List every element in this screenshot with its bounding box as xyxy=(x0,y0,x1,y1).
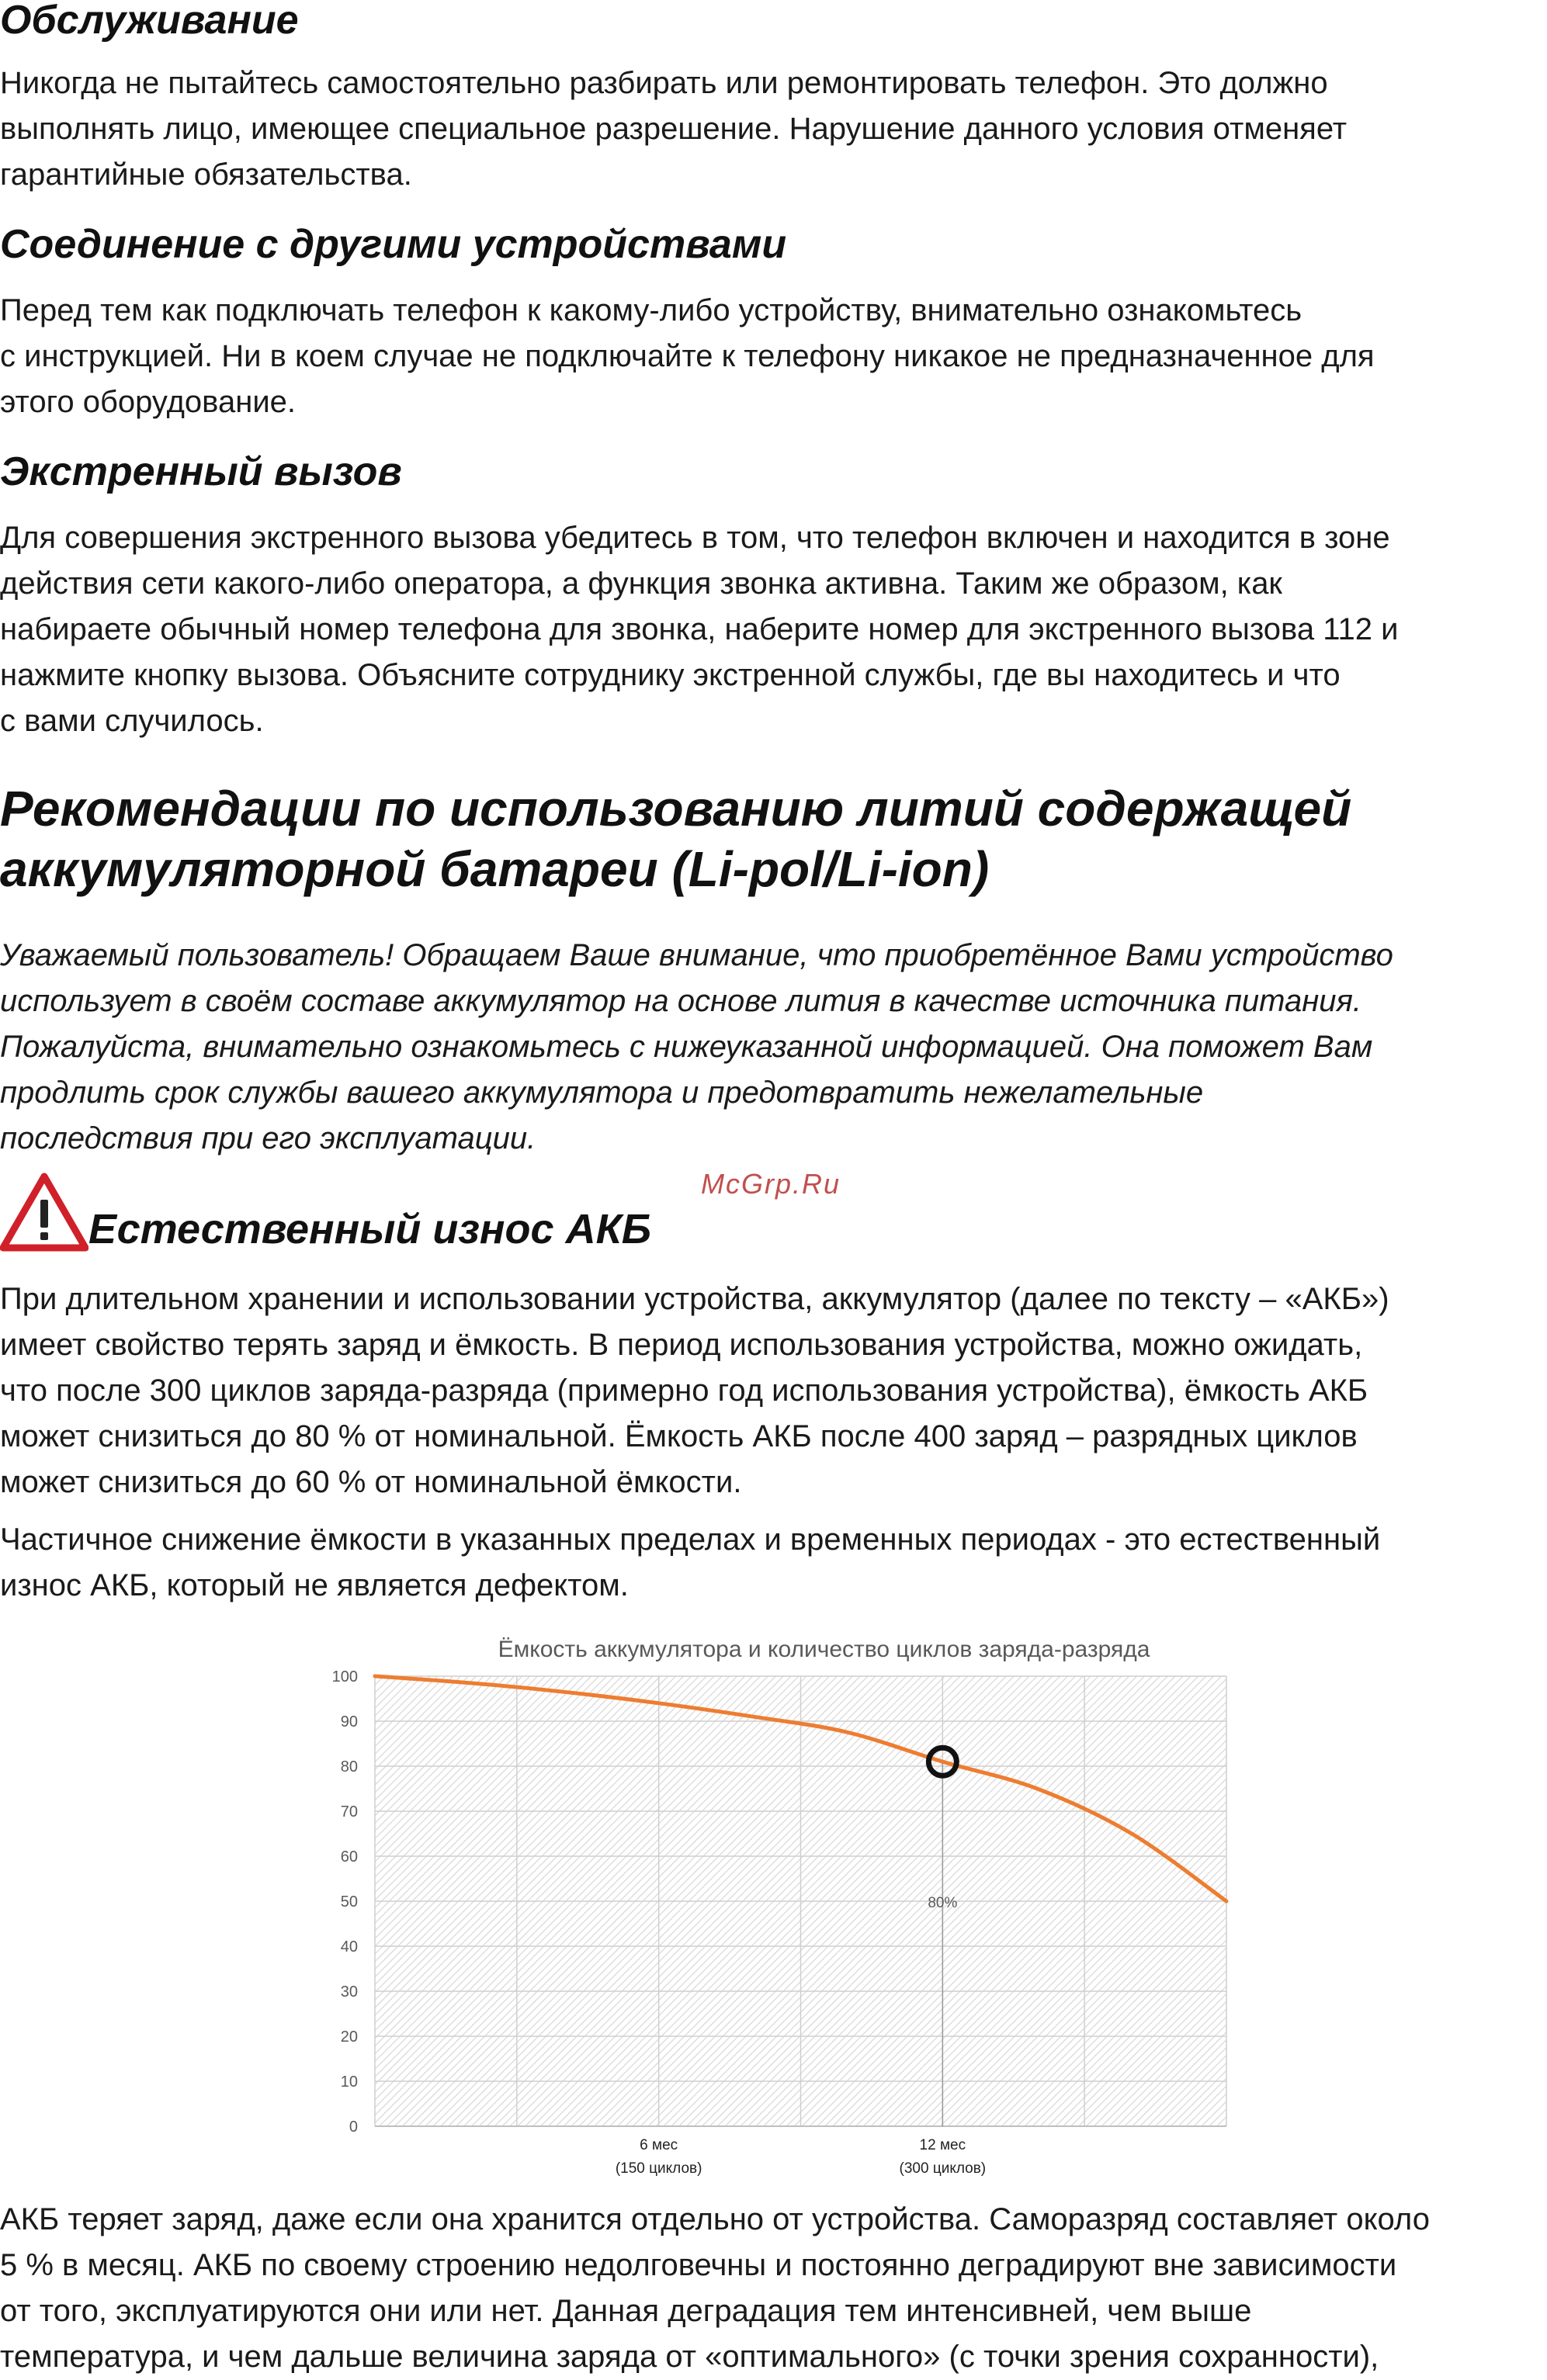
battery-intro-paragraph xyxy=(0,933,1393,1162)
y-tick-label: 20 xyxy=(340,2028,358,2046)
text-line: износ АКБ, который не является дефектом. xyxy=(0,1568,629,1602)
text-line: имеет свойство терять заряд и ёмкость. В период использования устройства, можно ожидать, xyxy=(0,1328,1363,1362)
text-line: Пожалуйста, внимательно ознакомьтесь с нижеуказанной информацией. Она поможет Вам xyxy=(0,1030,1373,1064)
text-line: с вами случилось. xyxy=(0,704,264,738)
watermark-text: McGrp.Ru xyxy=(701,1168,841,1200)
text-line: Никогда не пытайтесь самостоятельно разбирать или ремонтировать телефон. Это должно xyxy=(0,66,1328,100)
text-line: что после 300 циклов заряда-разряда (примерно год использования устройства), ёмкость АКБ xyxy=(0,1374,1368,1408)
text-line: может снизиться до 80 % от номинальной. Ёмкость АКБ после 400 заряд – разрядных циклов xyxy=(0,1419,1358,1453)
service-heading: Обслуживание xyxy=(0,0,299,43)
text-line: использует в своём составе аккумулятор на основе лития в качестве источника питания. xyxy=(0,984,1362,1018)
text-line: 5 % в месяц. АКБ по своему строению недолговечны и постоянно деградируют вне зависимости xyxy=(0,2248,1397,2282)
wear-heading: Естественный износ АКБ xyxy=(88,1206,651,1252)
y-tick-label: 70 xyxy=(340,1803,358,1821)
text-line: от того, эксплуатируются они или нет. Данная деградация тем интенсивней, чем выше xyxy=(0,2294,1252,2328)
chart-title: Ёмкость аккумулятора и количество циклов заряда-разряда xyxy=(498,1637,1150,1662)
connection-heading: Соединение с другими устройствами xyxy=(0,222,787,267)
y-tick-label: 40 xyxy=(340,1938,358,1956)
y-tick-label: 100 xyxy=(331,1668,358,1685)
heading-line: Рекомендации по использованию литий содержащей xyxy=(0,781,1352,837)
text-line: последствия при его эксплуатации. xyxy=(0,1121,536,1155)
text-line: Перед тем как подключать телефон к какому-либо устройству, внимательно ознакомьтесь xyxy=(0,293,1302,327)
y-tick-label: 50 xyxy=(340,1893,358,1911)
emergency-paragraph xyxy=(0,515,1398,744)
text-line: гарантийные обязательства. xyxy=(0,158,412,192)
heading-line: аккумуляторной батареи (Li-pol/Li-ion) xyxy=(0,841,990,897)
x-tick-sublabel: (150 циклов) xyxy=(615,2160,702,2177)
wear-paragraph-2 xyxy=(0,1517,1380,1609)
y-tick-label: 30 xyxy=(340,1983,358,2001)
text-line: этого оборудование. xyxy=(0,385,297,419)
text-line: нажмите кнопку вызова. Объясните сотруднику экстренной службы, где вы находитесь и что xyxy=(0,658,1341,692)
y-tick-label: 10 xyxy=(340,2073,358,2091)
text-line: При длительном хранении и использовании устройства, аккумулятор (далее по тексту – «АКБ») xyxy=(0,1282,1389,1316)
battery-heading xyxy=(0,778,1351,899)
text-line: Частичное снижение ёмкости в указанных пределах и временных периодах - это естественный xyxy=(0,1523,1381,1557)
x-tick-label: 12 мес xyxy=(919,2137,966,2153)
capacity-chart xyxy=(310,1626,1242,2200)
y-tick-label: 90 xyxy=(340,1713,358,1730)
x-tick-sublabel: (300 циклов) xyxy=(899,2160,987,2177)
text-line: набираете обычный номер телефона для звонка, наберите номер для экстренного вызова 112 и xyxy=(0,612,1399,646)
wear-paragraph-1 xyxy=(0,1277,1389,1505)
y-tick-label: 80 xyxy=(340,1758,358,1775)
warning-triangle-icon xyxy=(0,1172,88,1252)
connection-paragraph xyxy=(0,288,1375,425)
text-line: АКБ теряет заряд, даже если она хранится отдельно от устройства. Саморазряд составляет около xyxy=(0,2202,1430,2236)
x-tick-label: 6 мес xyxy=(640,2137,678,2153)
emergency-heading: Экстренный вызов xyxy=(0,449,402,494)
text-line: действия сети какого-либо оператора, а функция звонка активна. Таким же образом, как xyxy=(0,566,1282,601)
text-line: продлить срок службы вашего аккумулятора и предотвратить нежелательные xyxy=(0,1076,1204,1110)
marker-value-label: 80% xyxy=(928,1895,958,1911)
y-tick-label: 0 xyxy=(349,2118,358,2136)
text-line: температура, и чем дальше величина заряда от «оптимального» (с точки зрения сохранности), xyxy=(0,2340,1379,2374)
service-paragraph xyxy=(0,61,1347,198)
text-line: Уважаемый пользователь! Обращаем Ваше внимание, что приобретённое Вами устройство xyxy=(0,938,1393,972)
capacity-chart-svg xyxy=(310,1626,1242,2200)
wear-paragraph-3 xyxy=(0,2197,1430,2380)
text-line: выполнять лицо, имеющее специальное разрешение. Нарушение данного условия отменяет xyxy=(0,112,1348,146)
y-tick-label: 60 xyxy=(340,1848,358,1866)
text-line: с инструкцией. Ни в коем случае не подключайте к телефону никакое не предназначенное для xyxy=(0,339,1375,373)
text-line: может снизиться до 60 % от номинальной ёмкости. xyxy=(0,1465,742,1499)
text-line: Для совершения экстренного вызова убедитесь в том, что телефон включен и находится в зоне xyxy=(0,521,1390,555)
